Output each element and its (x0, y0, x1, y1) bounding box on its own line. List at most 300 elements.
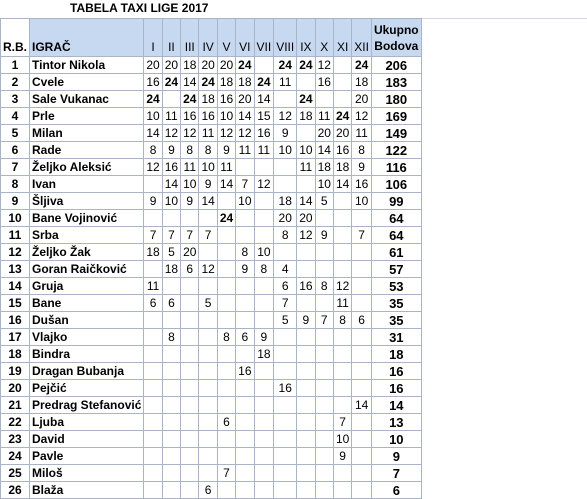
month-score-cell[interactable]: 10 (254, 244, 274, 261)
month-score-cell[interactable] (315, 261, 333, 278)
month-score-cell[interactable] (333, 210, 351, 227)
player-name-cell[interactable]: Goran Raičković (30, 261, 144, 278)
month-score-cell[interactable] (315, 431, 333, 448)
month-score-cell[interactable]: 20 (162, 57, 180, 74)
month-score-cell[interactable]: 18 (181, 57, 199, 74)
month-score-cell[interactable] (181, 312, 199, 329)
total-points-cell[interactable]: 7 (371, 465, 421, 482)
month-score-cell[interactable] (274, 346, 297, 363)
month-score-cell[interactable] (254, 278, 274, 295)
month-score-cell[interactable] (181, 397, 199, 414)
total-points-cell[interactable]: 16 (371, 380, 421, 397)
month-score-cell[interactable]: 9 (297, 312, 315, 329)
month-score-cell[interactable]: 18 (352, 74, 372, 91)
month-score-cell[interactable]: 16 (162, 159, 180, 176)
month-score-cell[interactable]: 11 (236, 142, 254, 159)
month-score-cell[interactable]: 6 (352, 312, 372, 329)
month-score-cell[interactable]: 5 (162, 244, 180, 261)
month-score-cell[interactable]: 14 (254, 91, 274, 108)
month-score-cell[interactable] (274, 159, 297, 176)
month-score-cell[interactable] (352, 448, 372, 465)
month-score-cell[interactable] (144, 329, 162, 346)
month-score-cell[interactable]: 16 (352, 176, 372, 193)
month-score-cell[interactable]: 16 (236, 363, 254, 380)
month-score-cell[interactable] (181, 329, 199, 346)
month-score-cell[interactable] (199, 397, 217, 414)
month-score-cell[interactable] (144, 261, 162, 278)
month-score-cell[interactable] (274, 414, 297, 431)
month-score-cell[interactable]: 20 (199, 57, 217, 74)
month-score-cell[interactable] (333, 380, 351, 397)
month-score-cell[interactable] (333, 465, 351, 482)
month-score-cell[interactable] (199, 465, 217, 482)
month-score-cell[interactable] (162, 278, 180, 295)
month-score-cell[interactable] (217, 448, 235, 465)
month-score-cell[interactable] (352, 482, 372, 499)
month-score-cell[interactable]: 12 (352, 108, 372, 125)
month-score-cell[interactable]: 12 (274, 108, 297, 125)
month-score-cell[interactable] (144, 176, 162, 193)
month-score-cell[interactable] (181, 414, 199, 431)
month-score-cell[interactable] (162, 431, 180, 448)
month-score-cell[interactable]: 9 (254, 329, 274, 346)
month-score-cell[interactable] (297, 125, 315, 142)
month-score-cell[interactable]: 11 (181, 159, 199, 176)
rank-cell[interactable]: 20 (1, 380, 30, 397)
month-score-cell[interactable]: 14 (144, 125, 162, 142)
month-score-cell[interactable] (297, 176, 315, 193)
month-score-cell[interactable] (236, 465, 254, 482)
month-score-cell[interactable] (199, 329, 217, 346)
month-score-cell[interactable] (333, 193, 351, 210)
month-score-cell[interactable] (352, 380, 372, 397)
rank-cell[interactable]: 13 (1, 261, 30, 278)
month-score-cell[interactable]: 24 (297, 91, 315, 108)
month-score-cell[interactable] (297, 295, 315, 312)
month-score-cell[interactable]: 9 (144, 193, 162, 210)
month-score-cell[interactable] (144, 431, 162, 448)
month-score-cell[interactable]: 15 (254, 108, 274, 125)
rank-cell[interactable]: 19 (1, 363, 30, 380)
month-score-cell[interactable] (236, 278, 254, 295)
rank-cell[interactable]: 10 (1, 210, 30, 227)
rank-cell[interactable]: 6 (1, 142, 30, 159)
month-score-cell[interactable] (217, 482, 235, 499)
month-score-cell[interactable]: 18 (236, 74, 254, 91)
month-score-cell[interactable]: 16 (297, 278, 315, 295)
month-score-cell[interactable] (297, 329, 315, 346)
month-score-cell[interactable] (274, 176, 297, 193)
month-score-cell[interactable] (217, 380, 235, 397)
month-score-cell[interactable]: 16 (274, 380, 297, 397)
rank-cell[interactable]: 16 (1, 312, 30, 329)
month-score-cell[interactable] (254, 295, 274, 312)
month-score-cell[interactable] (315, 295, 333, 312)
month-score-cell[interactable]: 24 (333, 108, 351, 125)
month-score-cell[interactable]: 14 (315, 142, 333, 159)
total-points-cell[interactable]: 206 (371, 57, 421, 74)
month-score-cell[interactable] (236, 380, 254, 397)
month-score-cell[interactable]: 8 (315, 278, 333, 295)
month-score-cell[interactable]: 12 (254, 176, 274, 193)
month-score-cell[interactable] (181, 448, 199, 465)
month-score-cell[interactable] (333, 57, 351, 74)
player-name-cell[interactable]: Šljiva (30, 193, 144, 210)
month-score-cell[interactable] (236, 159, 254, 176)
total-points-cell[interactable]: 64 (371, 210, 421, 227)
month-score-cell[interactable]: 24 (297, 57, 315, 74)
month-score-cell[interactable] (254, 448, 274, 465)
month-score-cell[interactable]: 8 (181, 142, 199, 159)
month-score-cell[interactable]: 7 (236, 176, 254, 193)
month-score-cell[interactable] (315, 448, 333, 465)
month-score-cell[interactable] (236, 210, 254, 227)
month-score-cell[interactable] (199, 431, 217, 448)
month-score-cell[interactable]: 14 (297, 193, 315, 210)
month-score-cell[interactable] (333, 244, 351, 261)
player-name-cell[interactable]: Miloš (30, 465, 144, 482)
total-points-cell[interactable]: 61 (371, 244, 421, 261)
month-score-cell[interactable] (236, 431, 254, 448)
month-score-cell[interactable] (236, 227, 254, 244)
month-score-cell[interactable]: 5 (274, 312, 297, 329)
player-name-cell[interactable]: Dušan (30, 312, 144, 329)
month-score-cell[interactable] (315, 363, 333, 380)
month-score-cell[interactable] (217, 261, 235, 278)
month-score-cell[interactable] (315, 346, 333, 363)
month-score-cell[interactable]: 12 (144, 159, 162, 176)
player-name-cell[interactable]: Ivan (30, 176, 144, 193)
month-score-cell[interactable]: 16 (254, 125, 274, 142)
month-score-cell[interactable]: 8 (144, 142, 162, 159)
player-name-cell[interactable]: Srba (30, 227, 144, 244)
month-score-cell[interactable]: 20 (297, 210, 315, 227)
total-points-cell[interactable]: 57 (371, 261, 421, 278)
rank-cell[interactable]: 14 (1, 278, 30, 295)
rank-cell[interactable]: 25 (1, 465, 30, 482)
month-score-cell[interactable]: 8 (333, 312, 351, 329)
month-score-cell[interactable] (315, 329, 333, 346)
month-score-cell[interactable]: 11 (217, 159, 235, 176)
month-score-cell[interactable] (352, 244, 372, 261)
month-score-cell[interactable]: 14 (162, 176, 180, 193)
month-score-cell[interactable] (297, 431, 315, 448)
month-score-cell[interactable] (217, 193, 235, 210)
month-score-cell[interactable]: 7 (162, 227, 180, 244)
month-score-cell[interactable] (254, 482, 274, 499)
month-score-cell[interactable] (254, 380, 274, 397)
month-score-cell[interactable] (297, 482, 315, 499)
month-score-cell[interactable] (254, 227, 274, 244)
month-score-cell[interactable]: 7 (217, 465, 235, 482)
month-score-cell[interactable]: 14 (217, 176, 235, 193)
month-score-cell[interactable] (352, 210, 372, 227)
month-score-cell[interactable] (254, 57, 274, 74)
month-score-cell[interactable] (236, 346, 254, 363)
month-score-cell[interactable] (217, 397, 235, 414)
rank-cell[interactable]: 23 (1, 431, 30, 448)
month-score-cell[interactable] (162, 414, 180, 431)
month-score-cell[interactable] (254, 159, 274, 176)
month-score-cell[interactable] (254, 431, 274, 448)
month-score-cell[interactable] (199, 363, 217, 380)
month-score-cell[interactable]: 11 (315, 108, 333, 125)
month-score-cell[interactable]: 5 (199, 295, 217, 312)
month-score-cell[interactable]: 18 (217, 74, 235, 91)
month-score-cell[interactable]: 24 (236, 57, 254, 74)
month-score-cell[interactable]: 18 (315, 159, 333, 176)
month-score-cell[interactable] (333, 346, 351, 363)
month-score-cell[interactable]: 8 (254, 261, 274, 278)
month-score-cell[interactable] (352, 295, 372, 312)
rank-cell[interactable]: 2 (1, 74, 30, 91)
month-score-cell[interactable] (315, 397, 333, 414)
rank-cell[interactable]: 4 (1, 108, 30, 125)
total-points-cell[interactable]: 31 (371, 329, 421, 346)
rank-cell[interactable]: 11 (1, 227, 30, 244)
month-score-cell[interactable] (254, 193, 274, 210)
month-score-cell[interactable] (352, 465, 372, 482)
rank-cell[interactable]: 7 (1, 159, 30, 176)
rank-cell[interactable]: 26 (1, 482, 30, 499)
player-name-cell[interactable]: Ljuba (30, 414, 144, 431)
total-points-cell[interactable]: 122 (371, 142, 421, 159)
month-score-cell[interactable]: 20 (144, 57, 162, 74)
month-score-cell[interactable] (217, 278, 235, 295)
month-score-cell[interactable]: 11 (333, 295, 351, 312)
player-name-cell[interactable]: Sale Vukanac (30, 91, 144, 108)
month-score-cell[interactable]: 12 (199, 261, 217, 278)
month-score-cell[interactable]: 8 (199, 142, 217, 159)
month-score-cell[interactable] (162, 363, 180, 380)
month-score-cell[interactable] (315, 210, 333, 227)
month-score-cell[interactable] (162, 482, 180, 499)
month-score-cell[interactable]: 18 (144, 244, 162, 261)
month-score-cell[interactable] (352, 431, 372, 448)
month-score-cell[interactable] (181, 380, 199, 397)
month-score-cell[interactable]: 24 (274, 57, 297, 74)
total-points-cell[interactable]: 99 (371, 193, 421, 210)
month-score-cell[interactable]: 12 (236, 125, 254, 142)
month-score-cell[interactable]: 10 (236, 193, 254, 210)
month-score-cell[interactable] (254, 465, 274, 482)
month-score-cell[interactable] (352, 414, 372, 431)
month-score-cell[interactable]: 9 (274, 125, 297, 142)
month-score-cell[interactable]: 10 (333, 431, 351, 448)
month-score-cell[interactable] (217, 295, 235, 312)
player-name-cell[interactable]: Bane (30, 295, 144, 312)
month-score-cell[interactable] (181, 482, 199, 499)
month-score-cell[interactable]: 24 (254, 74, 274, 91)
month-score-cell[interactable]: 11 (297, 159, 315, 176)
month-score-cell[interactable]: 11 (352, 125, 372, 142)
month-score-cell[interactable]: 12 (315, 57, 333, 74)
month-score-cell[interactable] (297, 244, 315, 261)
month-score-cell[interactable] (199, 244, 217, 261)
month-score-cell[interactable]: 16 (181, 108, 199, 125)
month-score-cell[interactable] (217, 346, 235, 363)
month-score-cell[interactable] (352, 278, 372, 295)
month-score-cell[interactable]: 24 (199, 74, 217, 91)
player-name-cell[interactable]: Tintor Nikola (30, 57, 144, 74)
month-score-cell[interactable] (254, 312, 274, 329)
month-score-cell[interactable]: 6 (181, 261, 199, 278)
month-score-cell[interactable] (274, 91, 297, 108)
month-score-cell[interactable]: 10 (181, 176, 199, 193)
month-score-cell[interactable]: 16 (199, 108, 217, 125)
rank-cell[interactable]: 24 (1, 448, 30, 465)
month-score-cell[interactable]: 20 (274, 210, 297, 227)
month-score-cell[interactable] (352, 346, 372, 363)
total-points-cell[interactable]: 9 (371, 448, 421, 465)
month-score-cell[interactable] (199, 414, 217, 431)
month-score-cell[interactable] (315, 244, 333, 261)
month-score-cell[interactable] (236, 397, 254, 414)
month-score-cell[interactable]: 18 (297, 108, 315, 125)
month-score-cell[interactable]: 9 (199, 176, 217, 193)
month-score-cell[interactable] (217, 431, 235, 448)
player-name-cell[interactable]: Željko Aleksić (30, 159, 144, 176)
month-score-cell[interactable]: 10 (162, 193, 180, 210)
month-score-cell[interactable]: 14 (181, 74, 199, 91)
player-name-cell[interactable]: Bane Vojinović (30, 210, 144, 227)
month-score-cell[interactable]: 8 (217, 329, 235, 346)
player-name-cell[interactable]: Predrag Stefanović (30, 397, 144, 414)
month-score-cell[interactable] (199, 380, 217, 397)
total-points-cell[interactable]: 35 (371, 312, 421, 329)
total-points-cell[interactable]: 180 (371, 91, 421, 108)
month-score-cell[interactable]: 16 (333, 142, 351, 159)
month-score-cell[interactable] (315, 91, 333, 108)
month-score-cell[interactable] (333, 74, 351, 91)
month-score-cell[interactable]: 14 (352, 397, 372, 414)
month-score-cell[interactable]: 6 (274, 278, 297, 295)
month-score-cell[interactable] (274, 363, 297, 380)
player-name-cell[interactable]: Dragan Bubanja (30, 363, 144, 380)
month-score-cell[interactable]: 20 (236, 91, 254, 108)
month-score-cell[interactable]: 9 (217, 142, 235, 159)
month-score-cell[interactable]: 11 (144, 278, 162, 295)
month-score-cell[interactable] (144, 380, 162, 397)
month-score-cell[interactable]: 9 (315, 227, 333, 244)
player-name-cell[interactable]: Blaža (30, 482, 144, 499)
month-score-cell[interactable]: 8 (352, 142, 372, 159)
month-score-cell[interactable]: 24 (181, 91, 199, 108)
month-score-cell[interactable] (181, 295, 199, 312)
month-score-cell[interactable] (274, 465, 297, 482)
player-name-cell[interactable]: Pejčić (30, 380, 144, 397)
month-score-cell[interactable] (297, 465, 315, 482)
rank-cell[interactable]: 21 (1, 397, 30, 414)
rank-cell[interactable]: 22 (1, 414, 30, 431)
month-score-cell[interactable] (297, 261, 315, 278)
month-score-cell[interactable] (162, 210, 180, 227)
month-score-cell[interactable] (181, 363, 199, 380)
month-score-cell[interactable]: 6 (199, 482, 217, 499)
month-score-cell[interactable] (162, 380, 180, 397)
month-score-cell[interactable] (144, 397, 162, 414)
month-score-cell[interactable] (181, 431, 199, 448)
month-score-cell[interactable]: 8 (162, 329, 180, 346)
month-score-cell[interactable]: 11 (162, 108, 180, 125)
month-score-cell[interactable] (199, 278, 217, 295)
month-score-cell[interactable] (144, 414, 162, 431)
month-score-cell[interactable]: 18 (333, 159, 351, 176)
month-score-cell[interactable]: 10 (144, 108, 162, 125)
month-score-cell[interactable] (181, 465, 199, 482)
month-score-cell[interactable] (333, 397, 351, 414)
month-score-cell[interactable]: 10 (297, 142, 315, 159)
month-score-cell[interactable] (144, 312, 162, 329)
month-score-cell[interactable]: 16 (315, 74, 333, 91)
month-score-cell[interactable] (217, 363, 235, 380)
month-score-cell[interactable] (162, 346, 180, 363)
month-score-cell[interactable]: 14 (199, 193, 217, 210)
month-score-cell[interactable]: 7 (274, 295, 297, 312)
player-name-cell[interactable]: Vlajko (30, 329, 144, 346)
month-score-cell[interactable]: 10 (199, 159, 217, 176)
month-score-cell[interactable]: 6 (217, 414, 235, 431)
month-score-cell[interactable] (162, 397, 180, 414)
month-score-cell[interactable]: 24 (144, 91, 162, 108)
month-score-cell[interactable] (199, 448, 217, 465)
month-score-cell[interactable] (199, 210, 217, 227)
month-score-cell[interactable]: 20 (352, 91, 372, 108)
month-score-cell[interactable] (236, 414, 254, 431)
month-score-cell[interactable] (333, 227, 351, 244)
month-score-cell[interactable] (144, 346, 162, 363)
month-score-cell[interactable] (236, 482, 254, 499)
month-score-cell[interactable]: 18 (162, 261, 180, 278)
month-score-cell[interactable] (162, 312, 180, 329)
month-score-cell[interactable] (333, 363, 351, 380)
month-score-cell[interactable] (181, 346, 199, 363)
month-score-cell[interactable] (352, 261, 372, 278)
month-score-cell[interactable] (274, 329, 297, 346)
month-score-cell[interactable]: 5 (315, 193, 333, 210)
month-score-cell[interactable] (274, 482, 297, 499)
month-score-cell[interactable]: 7 (333, 414, 351, 431)
month-score-cell[interactable] (162, 465, 180, 482)
month-score-cell[interactable]: 18 (254, 346, 274, 363)
month-score-cell[interactable] (352, 363, 372, 380)
month-score-cell[interactable]: 4 (274, 261, 297, 278)
month-score-cell[interactable] (333, 482, 351, 499)
rank-cell[interactable]: 17 (1, 329, 30, 346)
month-score-cell[interactable] (297, 414, 315, 431)
month-score-cell[interactable] (333, 261, 351, 278)
month-score-cell[interactable] (236, 295, 254, 312)
month-score-cell[interactable] (181, 210, 199, 227)
player-name-cell[interactable]: Pavle (30, 448, 144, 465)
rank-cell[interactable]: 5 (1, 125, 30, 142)
player-name-cell[interactable]: Željko Žak (30, 244, 144, 261)
month-score-cell[interactable]: 11 (274, 74, 297, 91)
month-score-cell[interactable]: 8 (236, 244, 254, 261)
month-score-cell[interactable] (333, 329, 351, 346)
rank-cell[interactable]: 9 (1, 193, 30, 210)
month-score-cell[interactable] (217, 312, 235, 329)
month-score-cell[interactable]: 6 (162, 295, 180, 312)
rank-cell[interactable]: 15 (1, 295, 30, 312)
month-score-cell[interactable] (254, 397, 274, 414)
month-score-cell[interactable]: 18 (274, 193, 297, 210)
month-score-cell[interactable]: 16 (144, 74, 162, 91)
month-score-cell[interactable]: 6 (144, 295, 162, 312)
month-score-cell[interactable] (297, 346, 315, 363)
month-score-cell[interactable]: 12 (181, 125, 199, 142)
month-score-cell[interactable]: 14 (236, 108, 254, 125)
